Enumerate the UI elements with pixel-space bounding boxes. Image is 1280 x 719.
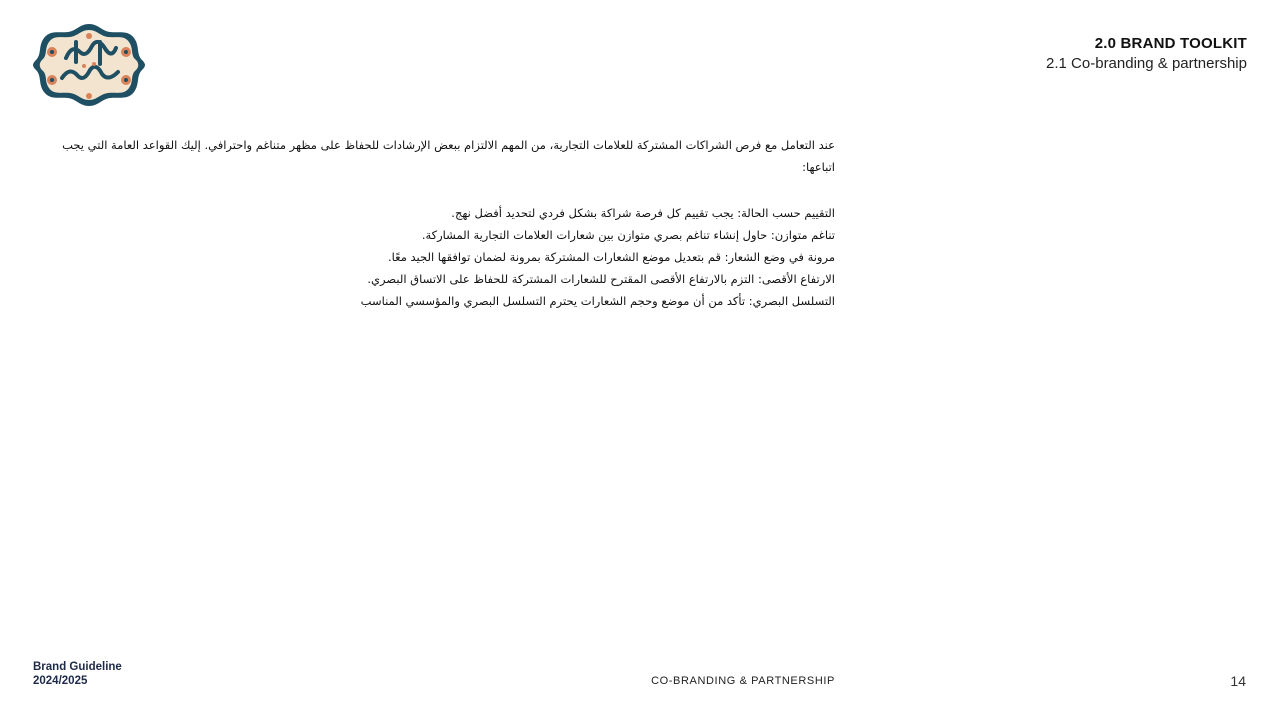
footer-year: 2024/2025 bbox=[33, 675, 88, 687]
page-number: 14 bbox=[1230, 673, 1246, 689]
footer-section-name: CO-BRANDING & PARTNERSHIP bbox=[651, 675, 835, 687]
section-header bbox=[1046, 34, 1247, 74]
section-subtitle: 2.1 Co-branding & partnership bbox=[1046, 55, 1247, 72]
body-content bbox=[45, 134, 835, 312]
brand-logo bbox=[32, 22, 146, 108]
rule-item: التقييم حسب الحالة: يجب تقييم كل فرصة شراكة بشكل فردي لتحديد أفضل نهج. bbox=[451, 206, 835, 220]
rule-item: مرونة في وضع الشعار: قم بتعديل موضع الشعارات المشتركة بمرونة لضمان توافقها الجيد معًا. bbox=[388, 250, 835, 264]
intro-paragraph: عند التعامل مع فرص الشراكات المشتركة للعلامات التجارية، من المهم الالتزام ببعض الإرشادات للحفاظ على مظهر متناغم واحترافي. إليك القواعد العامة التي يجب اتباعها: bbox=[62, 138, 835, 174]
footer-guideline bbox=[33, 660, 122, 688]
rule-item: الارتفاع الأقصى: التزم بالارتفاع الأقصى المقترح للشعارات المشتركة للحفاظ على الاتساق البصري. bbox=[367, 272, 835, 286]
rule-item: تناغم متوازن: حاول إنشاء تناغم بصري متوازن بين شعارات العلامات التجارية المشاركة. bbox=[421, 228, 835, 242]
section-title: 2.0 BRAND TOOLKIT bbox=[1094, 35, 1247, 52]
rule-item: التسلسل البصري: تأكد من أن موضع وحجم الشعارات يحترم التسلسل البصري والمؤسسي المناسب bbox=[360, 294, 835, 308]
rules-list bbox=[45, 202, 835, 312]
footer-guideline-label: Brand Guideline bbox=[33, 661, 122, 673]
